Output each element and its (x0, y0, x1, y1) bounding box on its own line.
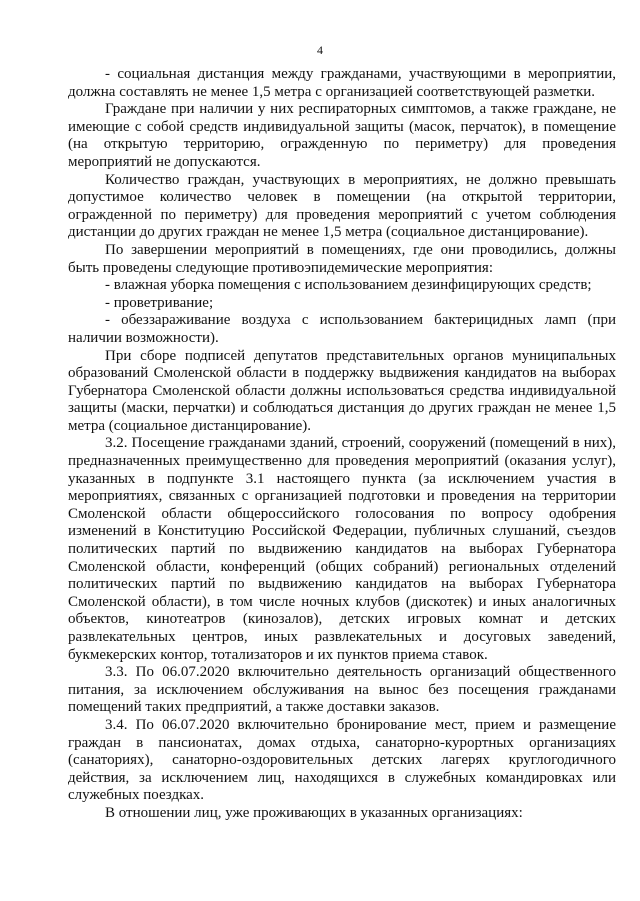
document-body (68, 66, 616, 823)
paragraph-3-3: 3.3. По 06.07.2020 включительно деятельность организаций общественного питания, за исключением обслуживания на вынос без посещения гражданами помещений таких предприятий, а также доставки заказов. (68, 664, 616, 716)
list-item: - обеззараживание воздуха с использованием бактерицидных ламп (при наличии возможности). (68, 312, 616, 346)
paragraph: Граждане при наличии у них респираторных симптомов, а также граждане, не имеющие с собой средств индивидуальной защиты (масок, перчаток), в помещение (на открытую территорию, огражденную по периметру) для проведения мероприятий не допускаются. (68, 101, 616, 170)
paragraph: Количество граждан, участвующих в мероприятиях, не должно превышать допустимое количество человек в помещении (на открытой территории, огражденной по периметру) для проведения мероприятий с учетом соблюдения дистанции до других граждан не менее 1,5 метра (социальное дистанцирование). (68, 171, 616, 241)
paragraph-3-4: 3.4. По 06.07.2020 включительно бронирование мест, прием и размещение граждан в пансионатах, домах отдыха, санаторно-курортных организациях (санаториях), санаторно-оздоровительных детских лагерях круглогодичного действия, за исключением лиц, находящихся в служебных командировках или служебных поездках. (68, 716, 616, 804)
paragraph: - социальная дистанция между гражданами, участвующими в мероприятии, должна составлять не менее 1,5 метра с организацией соответствующей разметки. (68, 66, 616, 100)
list-item: - влажная уборка помещения с использованием дезинфицирующих средств; (105, 277, 592, 294)
paragraph: По завершении мероприятий в помещениях, где они проводились, должны быть проведены следующие противоэпидемические мероприятия: (68, 241, 616, 276)
paragraph: В отношении лиц, уже проживающих в указанных организациях: (105, 804, 523, 821)
page-number: 4 (317, 43, 323, 57)
paragraph-3-2: 3.2. Посещение гражданами зданий, строений, сооружений (помещений в них), предназначенных преимущественно для проведения мероприятий (оказания услуг), указанных в подпункте 3.1 настоящего пункта (за исключением участия в мероприятиях, связанных с организацией подготовки и проведения на территории Смоленской области общероссийского голосования по вопросу одобрения изменений в Конституцию Российской Федерации, публичных слушаний, съездов политических партий по выдвижению кандидатов на выборах Губернатора Смоленской области, конференций (общих собраний) региональных отделений политических партий по выдвижению кандидатов на выборах Губернатора Смоленской области), в том числе ночных клубов (дискотек) и иных аналогичных объектов, кинотеатров (кинозалов), детских игровых комнат и детских развлекательных центров, иных развлекательных и досуговых заведений, букмекерских контор, тотализаторов и их пунктов приема ставок. (68, 435, 616, 663)
paragraph: При сборе подписей депутатов представительных органов муниципальных образований Смоленской области в поддержку выдвижения кандидатов на выборах Губернатора Смоленской области должны использоваться средства индивидуальной защиты (маски, перчатки) и соблюдаться дистанция до других граждан не менее 1,5 метра (социальное дистанцирование). (68, 347, 616, 434)
list-item: - проветривание; (105, 294, 214, 311)
